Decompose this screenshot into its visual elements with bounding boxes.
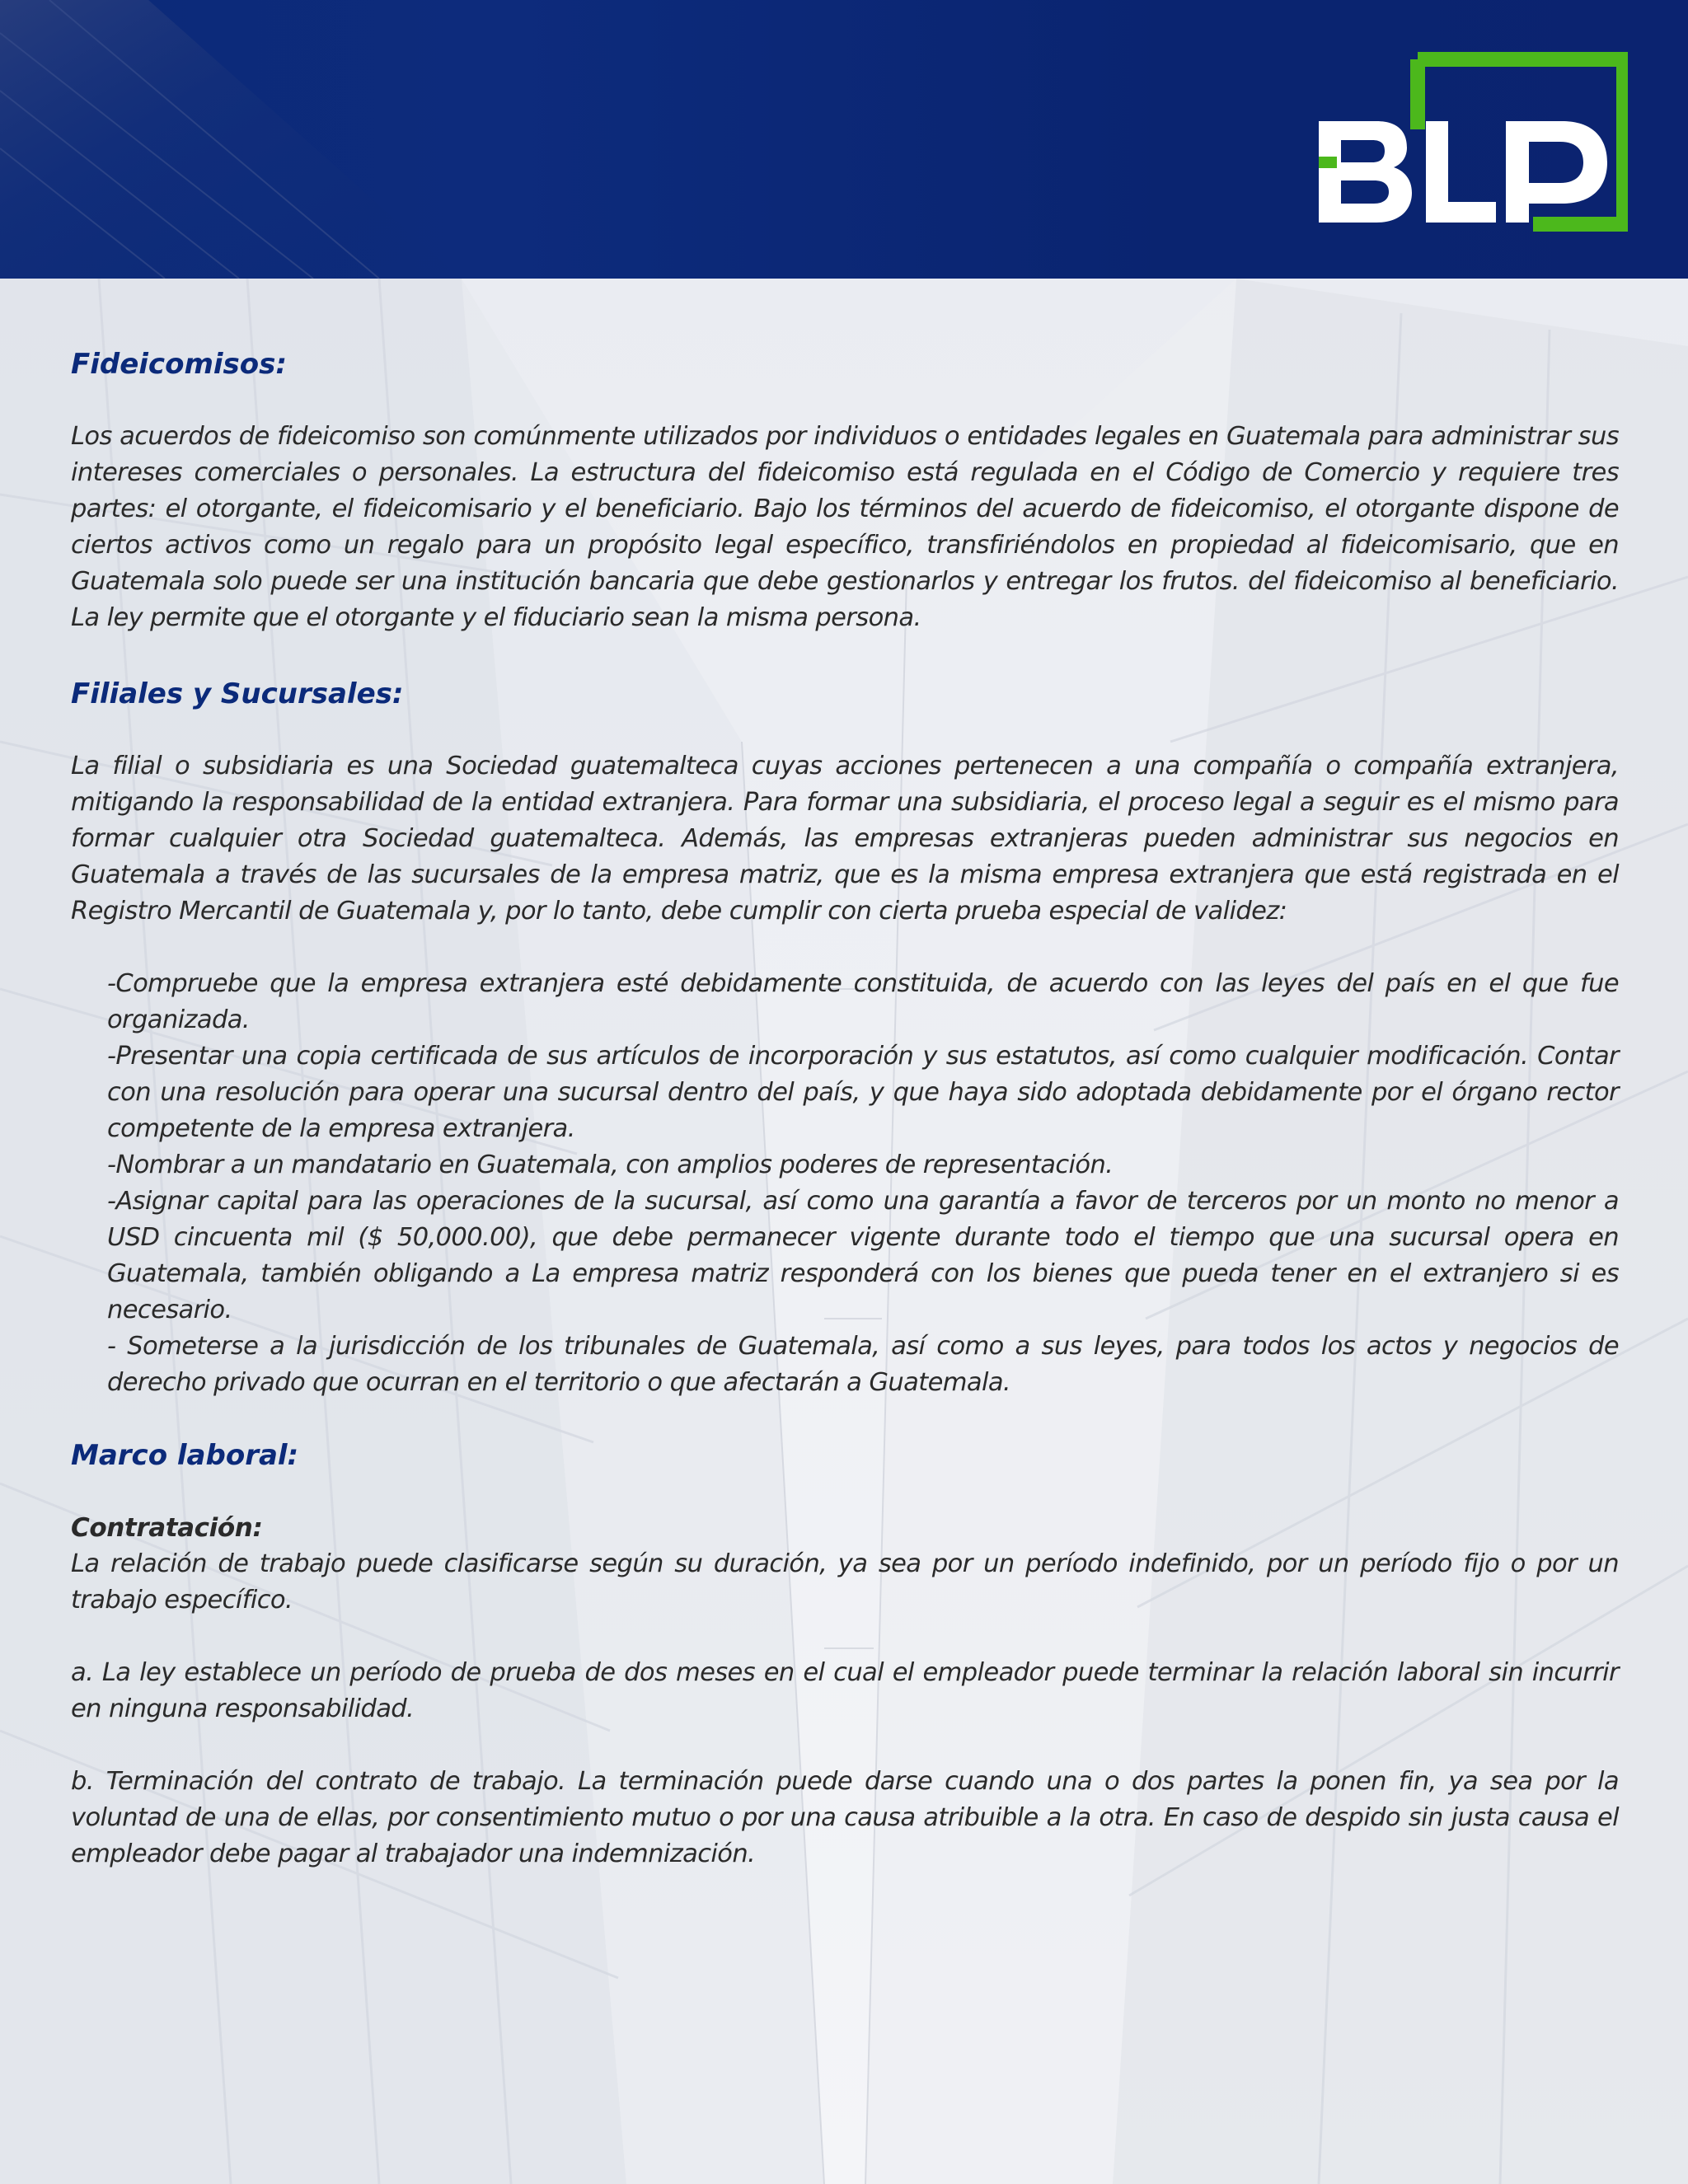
list-item: -Compruebe que la empresa extranjera esté debidamente constituida, de acuerdo con las leyes del país en el que fue organizada.: [107, 969, 1619, 1034]
logo-text: BLP: [1315, 51, 1316, 52]
requirements-list: [71, 966, 1619, 1401]
fideicomisos-paragraph: Los acuerdos de fideicomiso son comúnmente utilizados por individuos o entidades legales en Guatemala para administrar sus intereses comerciales o personales. La estructura del fideicomiso está regulada en el Código de Comercio y requiere tres partes: el otorgante, el fideicomisario y el beneficiario. Bajo los términos del acuerdo de fideicomiso, el otorgante dispone de ciertos activos como un regalo para un propósito legal específico, transfiriéndolos en propiedad al fideicomisario, que en Guatemala solo puede ser una institución bancaria que debe gestionarlos y entregar los frutos. del fideicomiso al beneficiario. La ley permite que el otorgante y el fiduciario sean la misma persona.: [71, 422, 1619, 632]
section-title-fideicomisos: Fideicomisos:: [71, 348, 287, 381]
section-title-marco-laboral: Marco laboral:: [71, 1439, 299, 1472]
header-banner: [0, 0, 1688, 279]
contratacion-subtitle: Contratación:: [71, 1513, 263, 1543]
list-item: -Asignar capital para las operaciones de la sucursal, así como una garantía a favor de terceros por un monto no menor a USD cincuenta mil ($ 50,000.00), que debe permanecer vigente durante todo el tiempo que una sucursal opera en Guatemala, también obligando a La empresa matriz responderá con los bienes que pueda tener en el extranjero si es necesario.: [107, 1187, 1619, 1324]
blp-logo: [1315, 51, 1628, 232]
point-a: a. La ley establece un período de prueba de dos meses en el cual el empleador puede terminar la relación laboral sin incurrir en ninguna responsabilidad.: [71, 1658, 1619, 1723]
point-b: b. Terminación del contrato de trabajo. La terminación puede darse cuando una o dos partes la ponen fin, ya sea por la voluntad de una de ellas, por consentimiento mutuo o por una causa atribuible a la otra. En caso de despido sin justa causa el empleador debe pagar al trabajador una indemnización.: [71, 1767, 1619, 1868]
contratacion-intro: La relación de trabajo puede clasificarse según su duración, ya sea por un período indefinido, por un período fijo o por un trabajo específico.: [71, 1549, 1619, 1615]
list-item: -Nombrar a un mandatario en Guatemala, con amplios poderes de representación.: [107, 1151, 1114, 1179]
filiales-paragraph: La filial o subsidiaria es una Sociedad guatemalteca cuyas acciones pertenecen a una compañía o compañía extranjera, mitigando la responsabilidad de la entidad extranjera. Para formar una subsidiaria, el proceso legal a seguir es el mismo para formar cualquier otra Sociedad guatemalteca. Además, las empresas extranjeras pueden administrar sus negocios en Guatemala a través de las sucursales de la empresa matriz, que es la misma empresa extranjera que está registrada en el Registro Mercantil de Guatemala y, por lo tanto, debe cumplir con cierta prueba especial de validez:: [71, 752, 1619, 926]
list-item: -Presentar una copia certificada de sus artículos de incorporación y sus estatutos, así como cualquier modificación. Contar con una resolución para operar una sucursal dentro del país, y que haya sido adoptada debidamente por el órgano rector competente de la empresa extranjera.: [107, 1042, 1619, 1143]
list-item: - Someterse a la jurisdicción de los tribunales de Guatemala, así como a sus leyes, para todos los actos y negocios de derecho privado que ocurran en el territorio o que afectarán a Guatemala.: [107, 1332, 1619, 1397]
document-body: [71, 346, 1619, 1872]
section-title-filiales: Filiales y Sucursales:: [71, 677, 404, 710]
